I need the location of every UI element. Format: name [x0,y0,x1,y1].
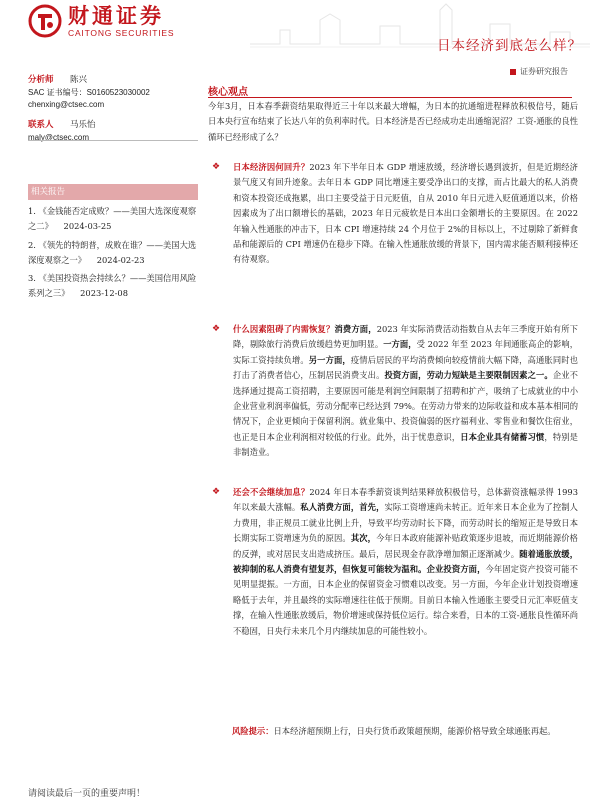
related-report-date: 2024-02-23 [96,254,145,265]
bold-phrase: 随着通胀放缓，被抑制的私人消费有望复苏，但恢复可能较为温和。企业投资方面， [233,548,578,575]
section-rate-hike [208,485,578,639]
diamond-bullet-icon: ❖ [212,487,221,497]
section-body: 2023 年实际消费活动指数自从去年三季度开始有所下降，剔除旅行消费后放缓趋势更加明显。 [233,324,578,350]
risk-text: 日本经济超预期上行，日央行货币政策超预期，能源价格导致全球通胀再起。 [273,726,556,736]
contact-row [28,119,198,132]
section-body: 受 2022 年至 2023 年间通胀高企的影响，实际工资持续负增。 [233,339,578,365]
analyst-cert: SAC 证书编号：S0160523030002 [28,88,150,97]
related-reports-list [28,204,200,305]
page-header [0,0,600,60]
section-body: 2024 年日本春季薪资谈判结果释放积极信号，总体薪资涨幅录得 1993 年以来最大涨幅。 [233,487,578,513]
related-reports-heading: 相关报告 [28,184,198,200]
bold-phrase: 其次， [350,533,377,544]
bold-phrase: 私人消费方面，首先， [300,502,385,513]
doc-type [510,66,568,77]
risk-warning [232,724,577,739]
diamond-bullet-icon: ❖ [212,162,221,172]
related-report-title: 2. 《领先的特朗普，成败在谁？——美国大选深度观察之一》 [28,239,197,265]
section-question: 日本经济因何回升？ [233,162,310,172]
brand-logo-icon [28,4,62,38]
section-body: 实际工资增速尚未转正。近年来日本企业为了控制人力费用，非正规员工就业比例上升，导致平均劳动时长下降，而劳动时长的缩短正是导致日本长期实际工资增速为负的原因。 [233,502,578,544]
section-question: 什么因素阻碍了内需恢复？ [233,324,335,334]
section-body: 企业不选择通过提高工资招聘，主要原因可能是利润空间限制了招聘和扩产，吸纳了七成就业的中小企业营业利润率偏低，劳动分配率已经达到 79%。在劳动力带来的边际收益和成本基本相同的情况下，企业更倾向于保留利润。就业集中、投资偏弱的医疗福利业、零售业和餐饮住宿业，也正是日本企业利润相对较低的行业。此外，出于忧患意识， [233,370,578,442]
diamond-bullet-icon: ❖ [212,324,221,334]
list-item[interactable] [28,238,200,269]
square-bullet-icon [510,69,516,75]
section-body: 今年日本政府能源补贴政策逐步退坡，而近期能源价格的反弹，或对居民支出造成挤压。最后，居民现金存款净增加額正逐渐减少。 [233,533,578,559]
risk-label: 风险提示： [232,726,274,736]
bold-phrase: 日本企业具有储蓄习惯 [460,431,545,442]
section-economy-rebound [208,160,578,268]
bold-phrase: 投资方面，劳动力短缺是主要限制因素之一。 [384,370,553,381]
related-report-title: 3. 《美国投资热会持续么？——美国信用风险系列之三》 [28,273,197,299]
brand-logo[interactable] [28,4,174,38]
bold-phrase: 另一方面， [308,354,351,365]
contact-email[interactable]: maly@ctsec.com [28,133,90,142]
bold-phrase: 一方面， [383,339,417,350]
brand-name-cn: 财通证券 [68,4,164,28]
brand-name-en: CAITONG SECURITIES [68,28,175,38]
contact-role: 联系人 [28,120,54,130]
analyst-panel [28,74,198,144]
list-item[interactable] [28,271,200,302]
intro-paragraph: 今年3月，日本春季薪资结果取得近三十年以来最大增幅，为日本的抗通缩进程释放积极信号，随后日本央行宣布结束了长达八年的负利率时代。日本经济是否已经成功走出通缩泥沼？工资-通胀的良性循环已经形成了么？ [208,101,578,142]
section-body: ，特别是非制造业。 [233,431,578,458]
contact-name: 马乐怡 [70,120,96,130]
core-views-heading [208,80,572,98]
section-question: 还会不会继续加息？ [233,487,310,497]
footer-disclaimer[interactable]: 请阅读最后一页的重要声明！ [28,789,146,799]
related-report-date: 2024-03-25 [63,221,112,232]
list-item[interactable] [28,204,200,235]
divider [28,140,198,141]
section-body: 疫情后居民的平均消费倾向较疫情前大幅下降，高通胀同时也打击了消费者信心，压制居民消费支出。 [233,354,578,381]
core-views-label: 核心观点 [208,87,248,98]
section-body: 2023 年下半年日本 GDP 增速放缓，经济增长遇到波折，但是近期经济景气度又有回升迹象。去年日本 GDP 同比增速主要受净出口的支撑，而占比最大的私人消费和资本投资还成拖累，出口主要受益于日元贬值，自从 2010 年日元进入贬值通道以来，价格因素成为了出口额增长的基础，2023 年日元疲软是日本出口金额增长的主要原因。在 2022 年输入性通胀的冲击下，日本 CPI 增速持续 24 个月位于 2%的目标以上，不过剔除了新鲜食品和能源后的 CPI 增速仍在稳步下降。在输入性通胀放缓的背景下，国内需求能否顺利接棒还有待观察。 [233,162,578,265]
analyst-name: 陈兴 [70,75,88,85]
page-title: 日本经济到底怎么样？ [437,38,582,54]
section-body: 今年固定资产投资可能不见明显提振。一方面，日本企业的保留资金习惯难以改变。另一方面，今年企业计划投资增速略低于去年，并且最终的实际增速往往低于预期。目前日本输入性通胀主要受日元汇率贬值支撑，在输入性通胀放缓后，物价增速或保持低位运行。综合来看，日本的工资-通胀良性循环尚不稳固，日央行未来几个月内继续加息的可能性较小。 [233,564,578,636]
analyst-email[interactable]: chenxing@ctsec.com [28,100,105,109]
related-report-title: 1. 《金钱能否定成败？——美国大选深度观察之二》 [28,206,197,232]
section-domestic-demand [208,322,578,461]
related-report-date: 2023-12-08 [80,288,128,299]
doc-type-label: 证券研究报告 [520,67,568,76]
analyst-row [28,74,198,87]
analyst-role: 分析师 [28,75,54,85]
bold-phrase: 消费方面， [334,324,377,334]
